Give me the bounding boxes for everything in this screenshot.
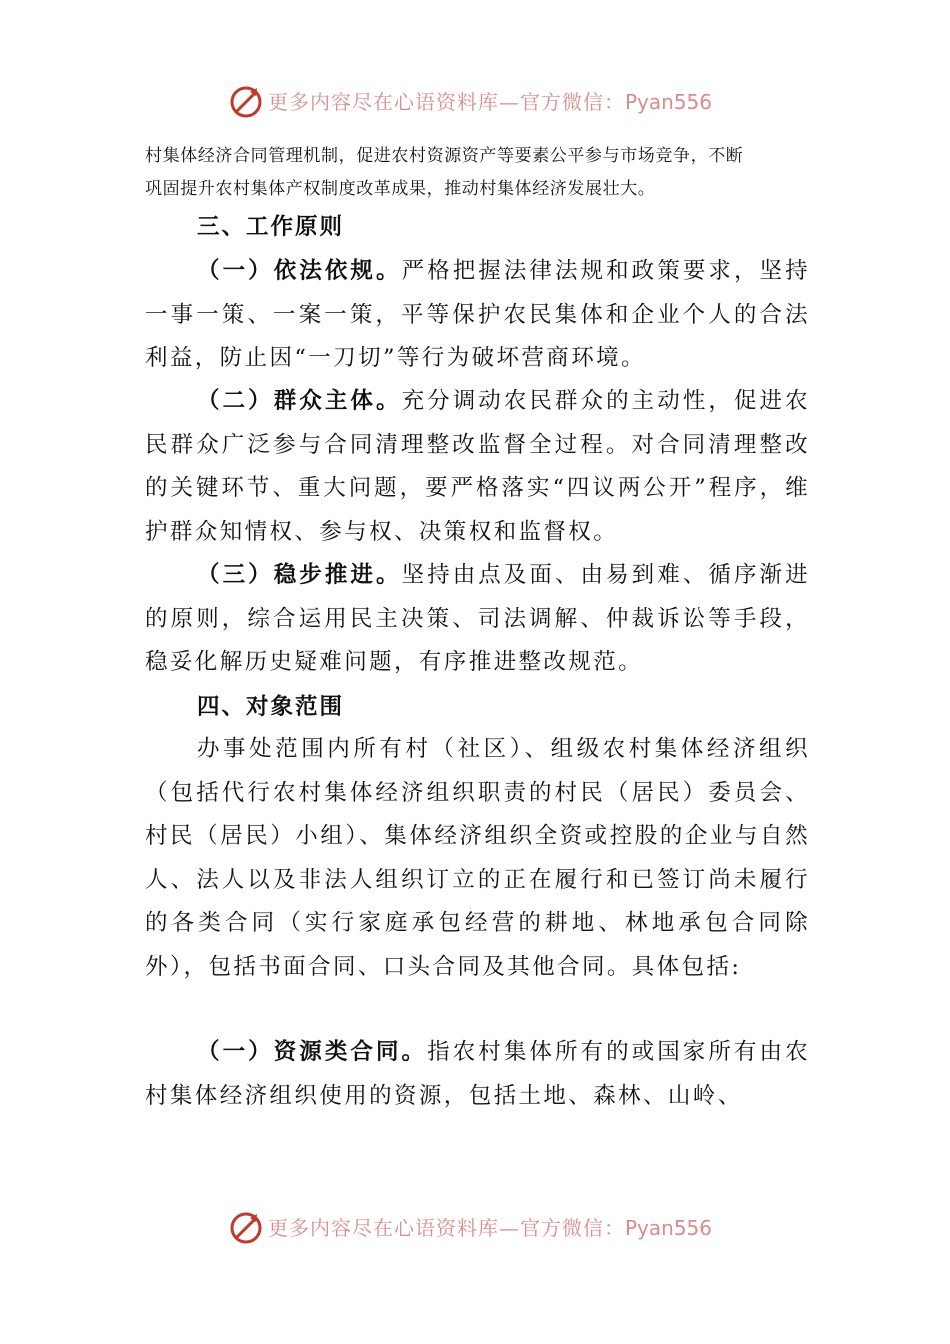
footer-banner-wechat-id: Pyan556: [625, 1216, 713, 1240]
principle-2-lead: （二）群众主体。: [197, 388, 402, 414]
principle-item-1: [145, 250, 810, 381]
header-banner: [0, 82, 950, 122]
principle-1-text: 严格把握法律法规和政策要求，坚持一事一策、一案一策，平等保护农民集体和企业个人的合法利益，防止因“一刀切”等行为破坏营商环境。: [145, 258, 811, 371]
footer-banner: [0, 1208, 950, 1248]
scope-item-1-text: 指农村集体所有的或国家所有由农村集体经济组织使用的资源，包括土地、森林、山岭、: [145, 1039, 810, 1109]
intro-line-2: 巩固提升农村集体产权制度改革成果，推动村集体经济发展壮大。: [145, 179, 656, 199]
banner-wechat-id: Pyan556: [625, 90, 713, 114]
principle-3-lead: （三）稳步推进。: [197, 562, 402, 588]
footer-banner-label: 更多内容尽在心语资料库—官方微信：: [268, 1216, 625, 1240]
principle-item-3: [145, 554, 810, 685]
scope-item-1: [145, 1031, 810, 1118]
pen-circle-icon: [228, 84, 264, 120]
banner-text: [268, 88, 712, 116]
pen-circle-icon: [228, 1210, 264, 1246]
section-4-title: 四、对象范围: [197, 694, 345, 720]
scope-paragraph: 办事处范围内所有村（社区）、组级农村集体经济组织（包括代行农村集体经济组织职责的村民（居民）委员会、村民（居民）小组）、集体经济组织全资或控股的企业与自然人、法人以及非法人组织订立的正在履行和已签订尚未履行的各类合同（实行家庭承包经营的耕地、林地承包合同除外），包括书面合同、口头合同及其他合同。具体包括:: [145, 736, 810, 980]
principle-3-text: 坚持由点及面、由易到难、循序渐进的原则，综合运用民主决策、司法调解、仲裁诉讼等手段，稳妥化解历史疑难问题，有序推进整改规范。: [145, 562, 811, 675]
principle-2-text: 充分调动农民群众的主动性，促进农民群众广泛参与合同清理整改监督全过程。对合同清理整改的关键环节、重大问题，要严格落实“四议两公开”程序，维护群众知情权、参与权、决策权和监督权。: [145, 388, 811, 545]
intro-line-1: 村集体经济合同管理机制，促进农村资源资产等要素公平参与市场竞争，不断: [145, 146, 744, 166]
footer-banner-text: [268, 1214, 712, 1242]
scope-item-1-lead: （一）资源类合同。: [197, 1039, 428, 1065]
banner-label: 更多内容尽在心语资料库—官方微信：: [268, 90, 625, 114]
principle-1-lead: （一）依法依规。: [197, 258, 402, 284]
section-3-title: 三、工作原则: [197, 214, 345, 240]
principle-item-2: [145, 380, 810, 554]
